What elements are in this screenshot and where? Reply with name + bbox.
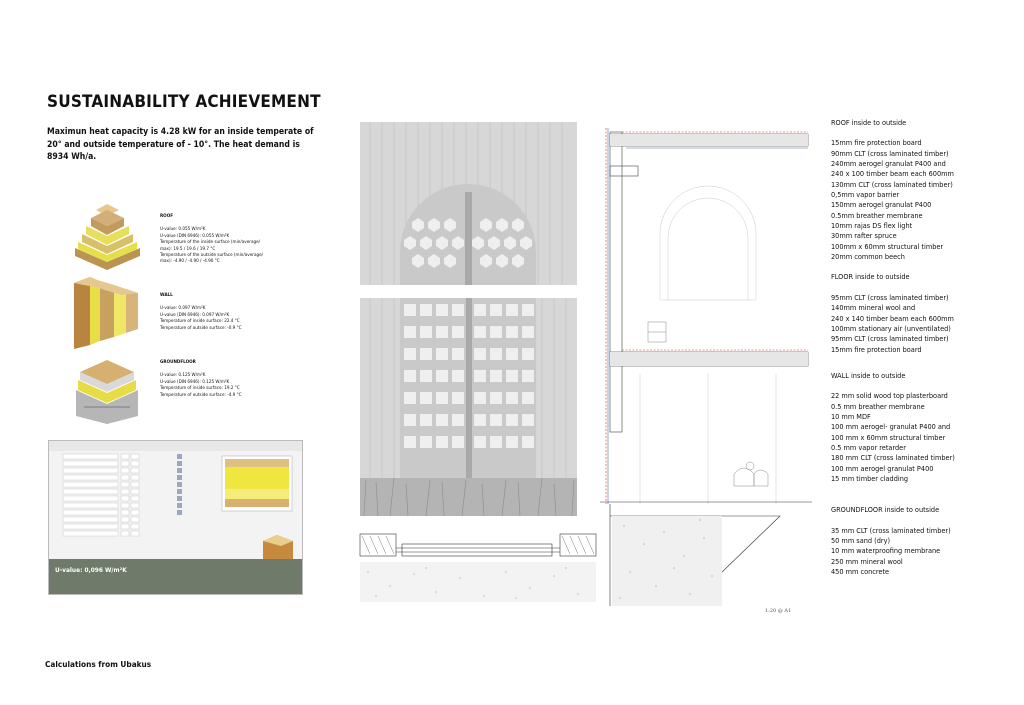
elevation-bottom-panel	[360, 298, 577, 516]
page-title: SUSTAINABILITY ACHIEVEMENT	[47, 92, 321, 112]
roof-spec-line: max): 19.5 / 19.6 / 19.7 °C	[160, 246, 216, 252]
floor-layer: 15mm fire protection board	[831, 344, 922, 354]
groundfloor-layer: 35 mm CLT (cross laminated timber)	[831, 525, 951, 535]
floor-layer: 100mm stationary air (unventilated)	[831, 323, 951, 333]
section-drawing	[600, 124, 812, 606]
wall-layer: 100 mm aerogel- granulat P400 and	[831, 422, 951, 432]
wall-layer: 22 mm solid wood top plasterboard	[831, 391, 948, 401]
wall-spec-line: Temperature of inside surface: 22.4 °C	[160, 319, 240, 325]
wall-layer: 100 mm x 60mm structural timber	[831, 432, 946, 442]
groundfloor-spec-line: Temperature of outside surface: -4.9 °C	[160, 392, 242, 398]
elevation-top-panel	[360, 122, 577, 285]
floor-layer: 95mm CLT (cross laminated timber)	[831, 334, 949, 344]
wall-layer: 10 mm MDF	[831, 411, 871, 421]
wall-layer: 15 mm timber cladding	[831, 473, 909, 483]
groundfloor-buildup-illustration	[70, 350, 145, 425]
wall-layer: 0.5 mm breather membrane	[831, 401, 925, 411]
wall-spec-line: Temperature of outside surface: -0.9 °C	[160, 325, 242, 331]
roof-spec-heading: ROOF	[160, 214, 174, 219]
groundfloor-spec-line: Temperature of inside surface: 19.2 °C	[160, 386, 240, 392]
roof-layer: 15mm fire protection board	[831, 138, 922, 148]
wall-layer: 180 mm CLT (cross laminated timber)	[831, 453, 955, 463]
plan-detail-drawing	[356, 528, 600, 604]
roof-layer: 0,5mm vapor barrier	[831, 190, 900, 200]
floor-layer: 140mm mineral wool and	[831, 303, 916, 313]
floor-layer: 240 x 140 timber beam each 600mm	[831, 313, 954, 323]
roof-layer: 30mm rafter spruce	[831, 231, 897, 241]
wall-buildup-illustration	[70, 275, 145, 350]
floor-layer: 95mm CLT (cross laminated timber)	[831, 292, 949, 302]
ubakus-screenshot	[48, 440, 303, 595]
roof-layers-heading: ROOF inside to outside	[831, 118, 907, 127]
roof-spec-line: max): -4.90 / -4.90 / -4.90 °C	[160, 259, 220, 265]
wall-spec-line: U-value (DIN 6946): 0.097 W/m²K	[160, 312, 230, 318]
roof-spec-line: U-value: 0.055 W/m²K	[160, 227, 206, 233]
facade-hexagon-screen-top	[360, 122, 577, 285]
roof-layer: 240mm aerogel granulat P400 and	[831, 159, 946, 169]
roof-layer: 130mm CLT (cross laminated timber)	[831, 179, 953, 189]
wall-spec-heading: WALL	[160, 293, 173, 298]
roof-layer: 100mm x 60mm structural timber	[831, 241, 944, 251]
roof-spec	[160, 214, 290, 266]
wall-layer: 100 mm aerogel granulat P400	[831, 463, 934, 473]
roof-spec-line: Temperature of the inside surface (min/average/	[160, 240, 261, 246]
roof-layer: 90mm CLT (cross laminated timber)	[831, 148, 949, 158]
groundfloor-spec-line: U-value (DIN 6946): 0.125 W/m²K	[160, 379, 230, 385]
roof-layer: 10mm rajas DS flex light	[831, 221, 913, 231]
wall-spec	[160, 293, 290, 332]
groundfloor-layer: 50 mm sand (dry)	[831, 536, 891, 545]
groundfloor-layer: 450 mm concrete	[831, 567, 890, 577]
roof-layer: 0.5mm breather membrane	[831, 210, 923, 220]
facade-hexagon-screen-bottom	[360, 298, 577, 516]
groundfloor-spec-line: U-value: 0.125 W/m²K	[160, 373, 206, 379]
wall-spec-line: U-value: 0.097 W/m²K	[160, 306, 206, 312]
floor-layers-heading: FLOOR inside to outside	[831, 272, 910, 282]
wall-layer: 0.5 mm vapor retarder	[831, 442, 906, 452]
groundfloor-spec-heading: GROUNDFLOOR	[160, 360, 196, 365]
layer-lists	[831, 118, 1011, 587]
groundfloor-layers-heading: GROUNDFLOOR inside to outside	[831, 505, 940, 515]
groundfloor-layer: 250 mm mineral wool	[831, 556, 903, 566]
roof-layer: 20mm common beech	[831, 252, 905, 262]
ubakus-result-bar	[49, 559, 302, 594]
roof-buildup-illustration	[70, 200, 145, 275]
caption: Calculations from Ubakus	[45, 659, 152, 669]
roof-layer: 150mm aerogel granulat P400	[831, 200, 932, 210]
groundfloor-layer: 10 mm waterproofing membrane	[831, 546, 941, 556]
ubakus-u-value: U-value: 0,096 W/m²K	[55, 566, 127, 574]
wall-layers-heading: WALL inside to outside	[831, 370, 906, 380]
roof-spec-line: Temperature of the outside surface (min/average/	[160, 253, 264, 259]
roof-spec-line: U-value (DIN 6946): 0.055 W/m²K	[160, 233, 230, 239]
intro-text: Maximun heat capacity is 4.28 kW for an inside temperate of 20° and outside temperature of - 10°. The heat demand is 8934 Wh/a.	[47, 127, 314, 162]
drawing-scale: 1:20 @ A1	[765, 608, 792, 614]
roof-layer: 240 x 100 timber beam each 600mm	[831, 169, 954, 179]
groundfloor-spec	[160, 360, 290, 399]
